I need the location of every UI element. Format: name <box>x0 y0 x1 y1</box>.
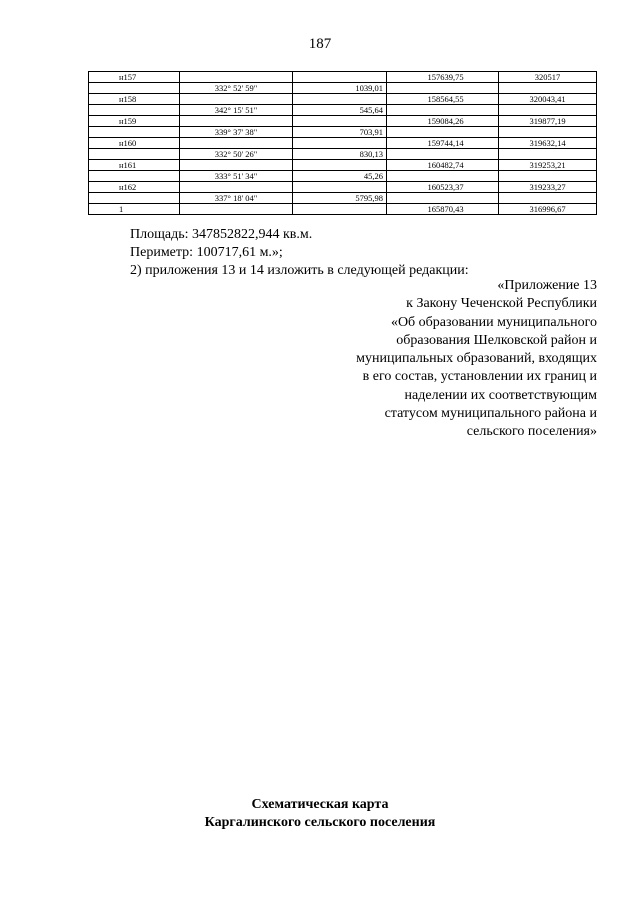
table-cell: 337° 18' 04" <box>180 193 293 204</box>
table-cell: 45,26 <box>293 171 387 182</box>
amendment-item-2: 2) приложения 13 и 14 изложить в следующей редакции: <box>130 263 469 278</box>
table-row <box>89 72 597 83</box>
table-cell: 703,91 <box>293 127 387 138</box>
appendix-line: «Приложение 13 <box>497 278 597 293</box>
table-cell <box>499 149 597 160</box>
table-cell: 159744,14 <box>387 138 499 149</box>
table-cell <box>293 182 387 193</box>
table-cell <box>180 204 293 215</box>
table-cell <box>180 94 293 105</box>
table-row <box>89 83 597 94</box>
table-cell: 165870,43 <box>387 204 499 215</box>
perimeter-line: Периметр: 100717,61 м.»; <box>130 245 283 260</box>
table-cell <box>293 138 387 149</box>
table-cell: 320517 <box>499 72 597 83</box>
table-cell: 333° 51' 34" <box>180 171 293 182</box>
area-line: Площадь: 347852822,944 кв.м. <box>130 227 313 242</box>
table-cell <box>89 105 180 116</box>
table-cell <box>387 83 499 94</box>
table-cell <box>387 105 499 116</box>
table-cell: 157639,75 <box>387 72 499 83</box>
table-cell <box>293 160 387 171</box>
table-row <box>89 116 597 127</box>
table-row <box>89 105 597 116</box>
coordinates-table <box>88 71 597 215</box>
table-cell <box>293 204 387 215</box>
table-cell: н160 <box>89 138 180 149</box>
map-title-line-1: Схематическая карта <box>251 797 389 812</box>
map-title-line-2: Каргалинского сельского поселения <box>204 815 436 830</box>
table-cell <box>180 182 293 193</box>
table-cell: 332° 52' 59" <box>180 83 293 94</box>
appendix-line: в его состав, установлении их границ и <box>362 369 597 385</box>
table-cell: 158564,55 <box>387 94 499 105</box>
table-cell <box>387 171 499 182</box>
table-cell: 319632,14 <box>499 138 597 149</box>
table-cell <box>387 127 499 138</box>
table-row <box>89 171 597 182</box>
table-cell: н158 <box>89 94 180 105</box>
table-cell <box>89 193 180 204</box>
table-cell <box>180 160 293 171</box>
table-cell <box>499 127 597 138</box>
table-cell <box>89 171 180 182</box>
table-row <box>89 94 597 105</box>
appendix-line: муниципальных образований, входящих <box>356 351 597 367</box>
table-cell: 319233,27 <box>499 182 597 193</box>
table-row <box>89 182 597 193</box>
table-cell <box>89 127 180 138</box>
table-cell <box>180 138 293 149</box>
table-cell: 342° 15' 51" <box>180 105 293 116</box>
table-cell <box>387 149 499 160</box>
table-cell: 5795,98 <box>293 193 387 204</box>
table-cell: 159084,26 <box>387 116 499 127</box>
table-cell <box>499 193 597 204</box>
appendix-header <box>277 277 597 442</box>
appendix-line: образования Шелковской район и <box>396 332 597 348</box>
table-cell <box>180 116 293 127</box>
page-number: 187 <box>308 36 332 52</box>
table-cell: н162 <box>89 182 180 193</box>
table-row <box>89 149 597 160</box>
table-cell <box>499 105 597 116</box>
table-cell: 319877,19 <box>499 116 597 127</box>
table-cell: 316996,67 <box>499 204 597 215</box>
appendix-line: «Об образовании муниципального <box>390 314 597 330</box>
map-title <box>0 796 640 832</box>
table-cell: 319253,21 <box>499 160 597 171</box>
table-cell: 339° 37' 38" <box>180 127 293 138</box>
appendix-line: к Закону Чеченской Республики <box>406 296 597 312</box>
appendix-line: статусом муниципального района и <box>384 406 597 422</box>
table-cell: н159 <box>89 116 180 127</box>
table-cell <box>499 83 597 94</box>
table-cell <box>293 116 387 127</box>
table-cell: 1039,01 <box>293 83 387 94</box>
table-cell <box>293 94 387 105</box>
table-cell <box>387 193 499 204</box>
table-cell: 160523,37 <box>387 182 499 193</box>
table-cell <box>293 72 387 83</box>
table-cell <box>89 83 180 94</box>
table-row <box>89 193 597 204</box>
table-cell: 830,13 <box>293 149 387 160</box>
table-cell <box>499 171 597 182</box>
table-cell: 1 <box>89 204 180 215</box>
table-cell: 545,64 <box>293 105 387 116</box>
table-cell <box>180 72 293 83</box>
table-cell: 320043,41 <box>499 94 597 105</box>
table-cell <box>89 149 180 160</box>
table-row <box>89 127 597 138</box>
table-cell: 332° 50' 26" <box>180 149 293 160</box>
table-cell: н161 <box>89 160 180 171</box>
table-cell: н157 <box>89 72 180 83</box>
table-row <box>89 138 597 149</box>
table-row <box>89 160 597 171</box>
appendix-line: наделении их соответствующим <box>404 387 597 403</box>
table-row <box>89 204 597 215</box>
appendix-line: сельского поселения» <box>466 424 597 440</box>
table-cell: 160482,74 <box>387 160 499 171</box>
